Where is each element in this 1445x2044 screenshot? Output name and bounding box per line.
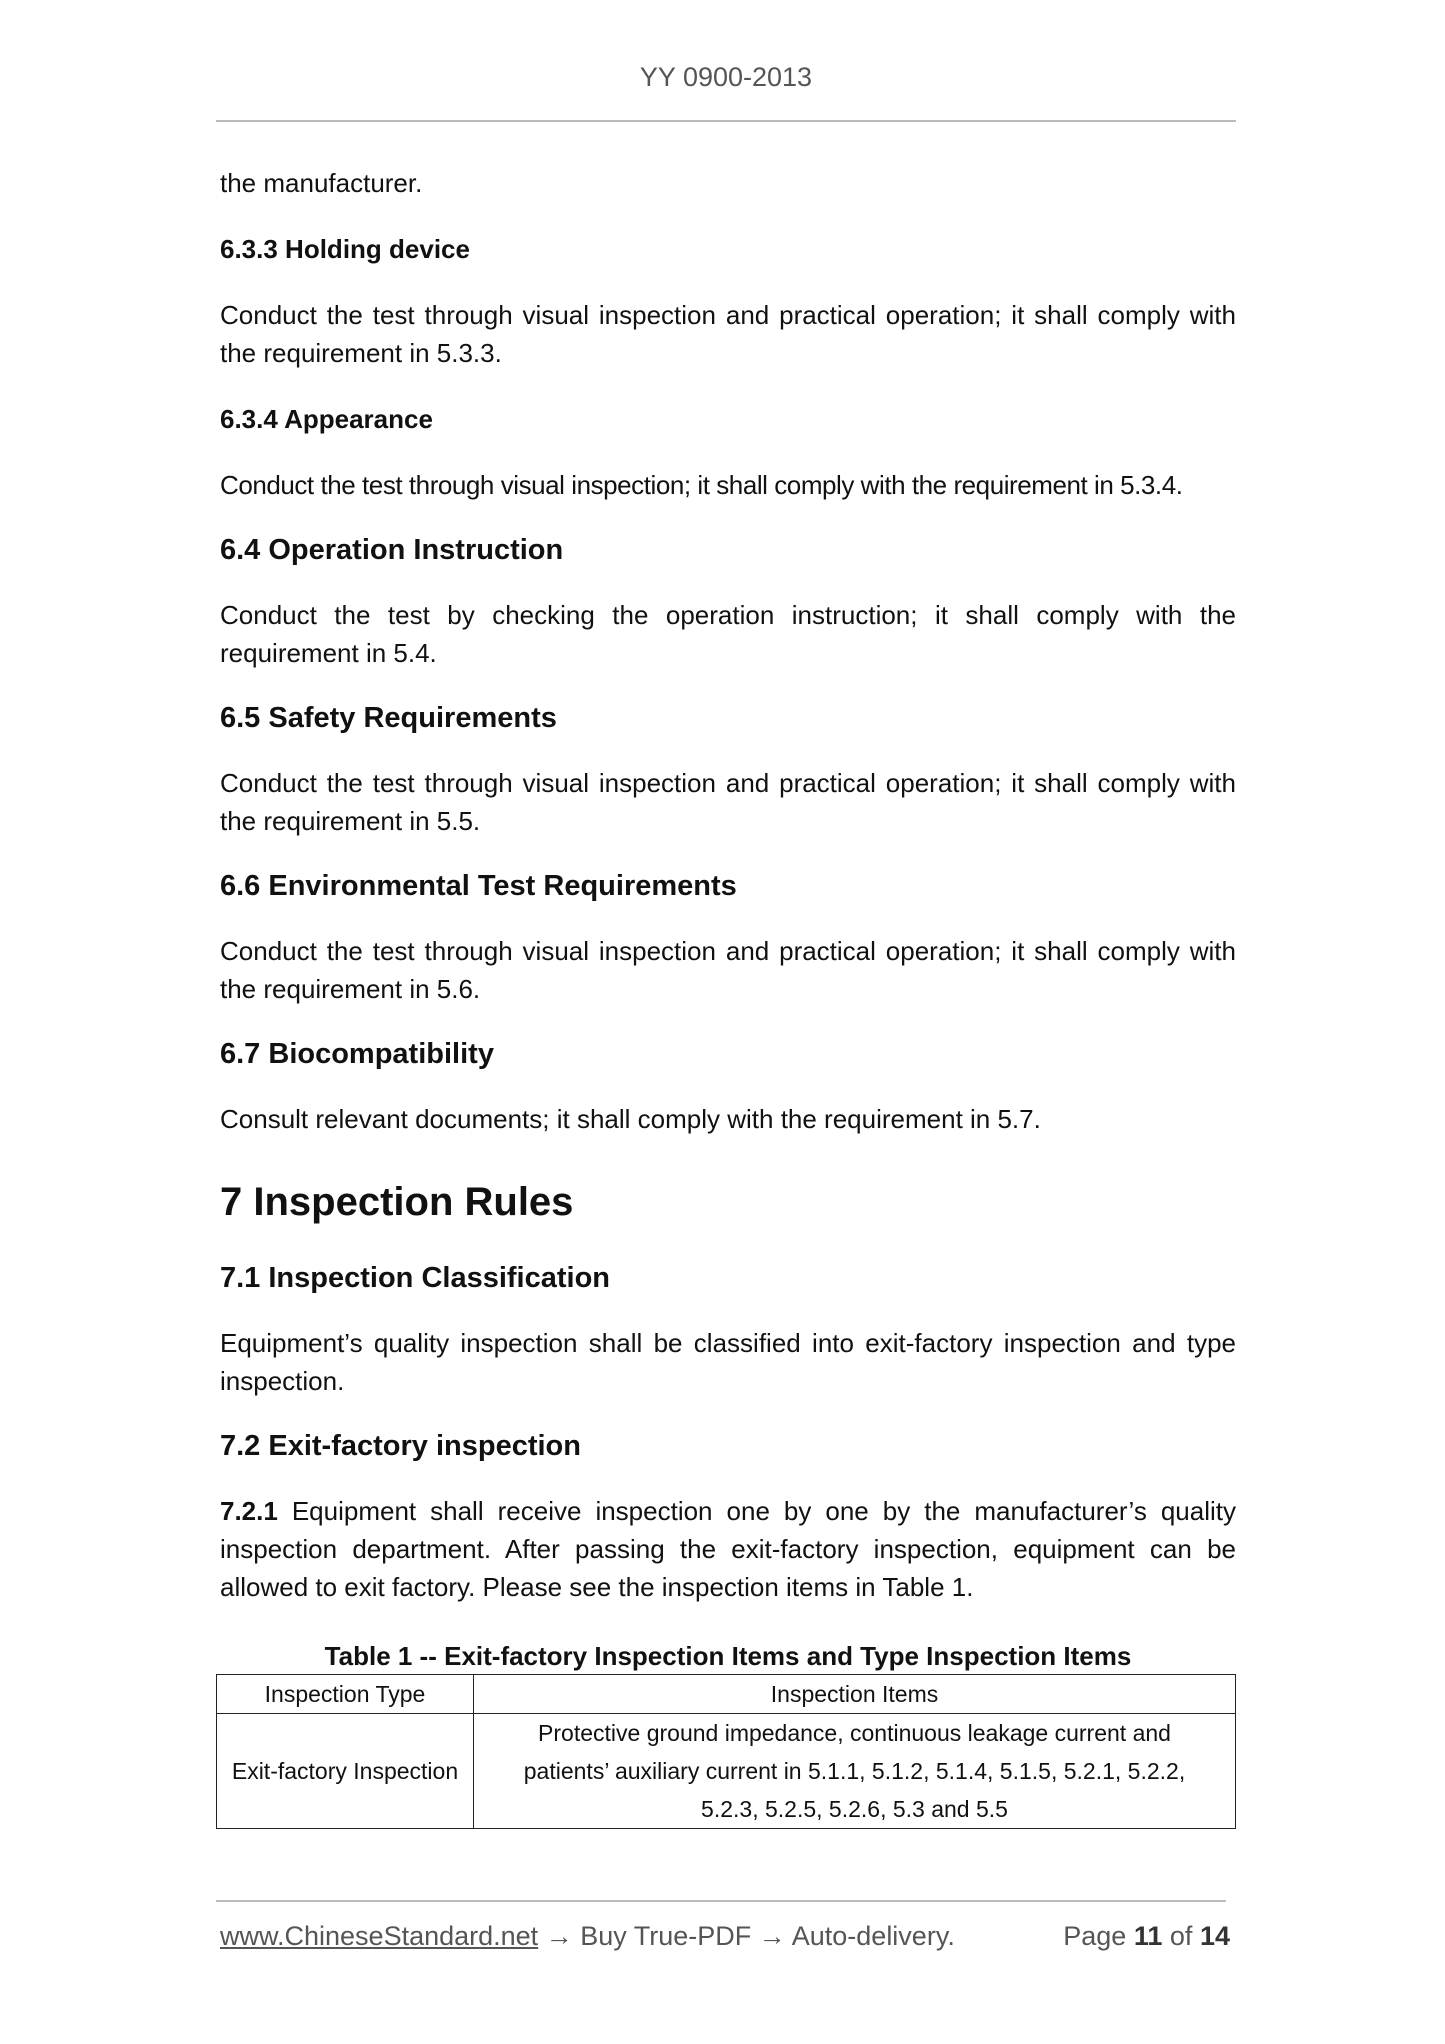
heading-6-3-3: 6.3.3 Holding device: [220, 234, 470, 264]
footer-tagline: → Buy True-PDF → Auto-delivery.: [538, 1921, 955, 1951]
heading-6-3-4: 6.3.4 Appearance: [220, 404, 433, 434]
footer-divider: [216, 1900, 1226, 1902]
heading-6-7: 6.7 Biocompatibility: [220, 1038, 494, 1070]
page-footer: [220, 1916, 1230, 1956]
paragraph-6-5: Conduct the test through visual inspection and practical operation; it shall comply with the requirement in 5.5.: [220, 768, 1236, 836]
continued-paragraph: the manufacturer.: [220, 168, 423, 198]
page-label: Page: [1063, 1921, 1127, 1951]
page-number: 11: [1133, 1921, 1163, 1951]
header-divider: [216, 120, 1236, 122]
table-row: [217, 1714, 1236, 1829]
heading-7: 7 Inspection Rules: [220, 1180, 574, 1224]
table-header-row: [217, 1675, 1236, 1714]
table-cell-items: Protective ground impedance, continuous leakage current and patients’ auxiliary current in 5.1.1, 5.1.2, 5.1.4, 5.1.5, 5.2.1, 5.2.2, 5.2.3, 5.2.5, 5.2.6, 5.3 and 5.5: [474, 1714, 1236, 1829]
table-header-cell: Inspection Type: [217, 1675, 474, 1714]
of-label: of: [1169, 1921, 1193, 1951]
heading-6-5: 6.5 Safety Requirements: [220, 702, 557, 734]
document-body: [220, 160, 1236, 1829]
paragraph-6-3-4: Conduct the test through visual inspection; it shall comply with the requirement in 5.3.4.: [220, 470, 1183, 500]
table-cell-type: Exit-factory Inspection: [217, 1714, 474, 1829]
page-total: 14: [1199, 1921, 1230, 1951]
heading-7-2: 7.2 Exit-factory inspection: [220, 1430, 581, 1462]
paragraph-7-1: Equipment’s quality inspection shall be classified into exit-factory inspection and type inspection.: [220, 1328, 1236, 1396]
table-caption: Table 1 -- Exit-factory Inspection Items and Type Inspection Items: [324, 1641, 1132, 1671]
paragraph-6-7: Consult relevant documents; it shall comply with the requirement in 5.7.: [220, 1104, 1041, 1134]
page-header: YY 0900-2013: [639, 62, 813, 92]
clause-text-7-2-1: Equipment shall receive inspection one by one by the manufacturer’s quality inspection department. After passing the exit-factory inspection, equipment can be allowed to exit factory. Please see the inspection items in Table 1.: [220, 1496, 1236, 1602]
clause-number-7-2-1: 7.2.1: [220, 1496, 278, 1526]
inspection-table: [216, 1674, 1236, 1829]
heading-6-4: 6.4 Operation Instruction: [220, 534, 564, 566]
footer-website-link[interactable]: www.ChineseStandard.net: [220, 1921, 539, 1951]
paragraph-7-2-1: [220, 1492, 1236, 1606]
paragraph-6-6: Conduct the test through visual inspection and practical operation; it shall comply with the requirement in 5.6.: [220, 936, 1236, 1004]
heading-6-6: 6.6 Environmental Test Requirements: [220, 870, 737, 902]
page-indicator: [1063, 1916, 1230, 1956]
heading-7-1: 7.1 Inspection Classification: [220, 1262, 610, 1294]
table-header-cell: Inspection Items: [474, 1675, 1236, 1714]
paragraph-6-4: Conduct the test by checking the operation instruction; it shall comply with the requirement in 5.4.: [220, 600, 1236, 668]
paragraph-6-3-3: Conduct the test through visual inspection and practical operation; it shall comply with the requirement in 5.3.3.: [220, 300, 1236, 368]
